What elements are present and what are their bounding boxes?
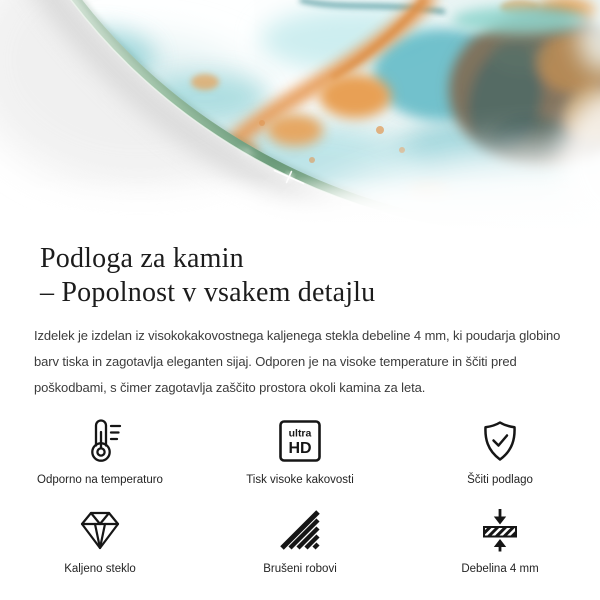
shield-check-icon bbox=[477, 417, 523, 465]
feature-thickness bbox=[400, 506, 600, 575]
page-title bbox=[40, 242, 566, 310]
product-description: Izdelek je izdelan iz visokokakovostnega kaljenega stekla debeline 4 mm, ki poudarja globino barv tiska in zagotavlja eleganten sijaj. Odporen je na visoke temperature in ščiti pred poškodbami, s čimer zagotavlja zaščito prostora okoli kamina za leta. bbox=[34, 328, 561, 395]
beveled-edges-icon bbox=[277, 506, 323, 554]
product-copy bbox=[0, 242, 600, 575]
product-image bbox=[0, 0, 600, 236]
thickness-4mm-icon bbox=[477, 506, 523, 554]
page-title-line2: – Popolnost v vsakem detajlu bbox=[40, 277, 376, 308]
feature-print-quality bbox=[200, 417, 400, 486]
feature-tempered-glass bbox=[0, 506, 200, 575]
ultra-hd-text-top: ultra bbox=[288, 427, 312, 440]
feature-label: Tisk visoke kakovosti bbox=[246, 474, 354, 486]
feature-label: Brušeni robovi bbox=[263, 563, 337, 575]
feature-label: Odporno na temperaturo bbox=[37, 474, 163, 486]
feature-label: Debelina 4 mm bbox=[461, 563, 539, 575]
fade-bottom bbox=[0, 176, 600, 236]
diamond-icon bbox=[76, 506, 124, 554]
glass-panel-artwork bbox=[0, 0, 600, 236]
feature-label: Ščiti podlago bbox=[467, 474, 533, 486]
ultra-hd-icon bbox=[277, 417, 323, 465]
page-title-line1: Podloga za kamin bbox=[40, 243, 244, 274]
feature-polished-edges bbox=[200, 506, 400, 575]
ultra-hd-text-bottom: HD bbox=[288, 440, 312, 457]
feature-protects-base bbox=[400, 417, 600, 486]
feature-label: Kaljeno steklo bbox=[64, 563, 136, 575]
feature-heat-resistant bbox=[0, 417, 200, 486]
thermometer-icon bbox=[77, 417, 123, 465]
features-grid bbox=[0, 417, 600, 575]
